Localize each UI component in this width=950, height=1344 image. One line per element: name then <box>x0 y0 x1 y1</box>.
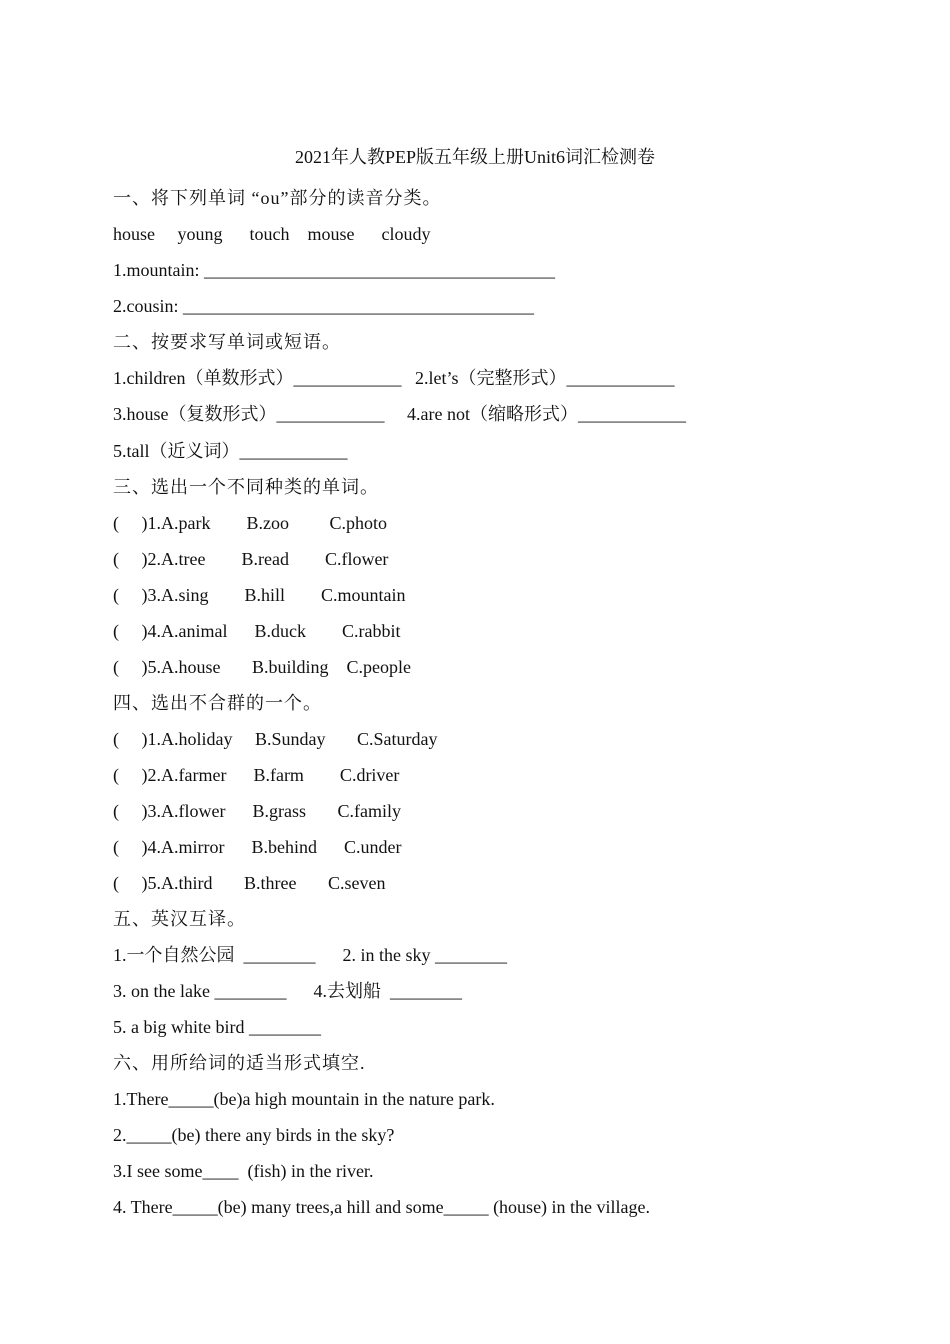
section-6-sentence: 3.I see some____ (fish) in the river. <box>113 1161 374 1181</box>
section-3-question: ( )4.A.animal B.duck C.rabbit <box>113 621 401 641</box>
section-2-heading: 二、按要求写单词或短语。 <box>113 332 341 352</box>
section-3-question: ( )5.A.house B.building C.people <box>113 657 411 677</box>
section-6-sentence: 2._____(be) there any birds in the sky? <box>113 1125 395 1145</box>
section-3-heading: 三、选出一个不同种类的单词。 <box>113 477 379 497</box>
section-1-item: 2.cousin: _______________________________________ <box>113 296 534 316</box>
section-5-row: 5. a big white bird ________ <box>113 1017 321 1037</box>
section-2-row: 5.tall（近义词）____________ <box>113 441 348 461</box>
section-3-question: ( )3.A.sing B.hill C.mountain <box>113 585 406 605</box>
section-5-row: 3. on the lake ________ 4.去划船 ________ <box>113 981 462 1001</box>
section-6-sentence: 1.There_____(be)a high mountain in the nature park. <box>113 1089 495 1109</box>
section-5-row: 1.一个自然公园 ________ 2. in the sky ________ <box>113 945 507 965</box>
section-6-sentence: 4. There_____(be) many trees,a hill and some_____ (house) in the village. <box>113 1197 651 1217</box>
section-4-question: ( )2.A.farmer B.farm C.driver <box>113 765 400 785</box>
section-4-question: ( )1.A.holiday B.Sunday C.Saturday <box>113 729 438 749</box>
section-1-item: 1.mountain: _______________________________________ <box>113 260 555 280</box>
section-2-row: 1.children（单数形式）____________ 2.let’s（完整形式）____________ <box>113 368 675 388</box>
section-2-row: 3.house（复数形式）____________ 4.are not（缩略形式）____________ <box>113 404 686 424</box>
section-3-question: ( )1.A.park B.zoo C.photo <box>113 513 387 533</box>
page-title: 2021年人教PEP版五年级上册Unit6词汇检测卷 <box>294 147 656 167</box>
section-4-question: ( )4.A.mirror B.behind C.under <box>113 837 402 857</box>
section-1-heading: 一、将下列单词 “ou”部分的读音分类。 <box>113 188 442 208</box>
section-1-word-list: house young touch mouse cloudy <box>113 224 431 244</box>
section-4-question: ( )3.A.flower B.grass C.family <box>113 801 401 821</box>
section-4-question: ( )5.A.third B.three C.seven <box>113 873 386 893</box>
section-5-heading: 五、英汉互译。 <box>113 909 246 929</box>
section-6-heading: 六、用所给词的适当形式填空. <box>113 1053 366 1073</box>
section-3-question: ( )2.A.tree B.read C.flower <box>113 549 389 569</box>
section-4-heading: 四、选出不合群的一个。 <box>113 693 322 713</box>
